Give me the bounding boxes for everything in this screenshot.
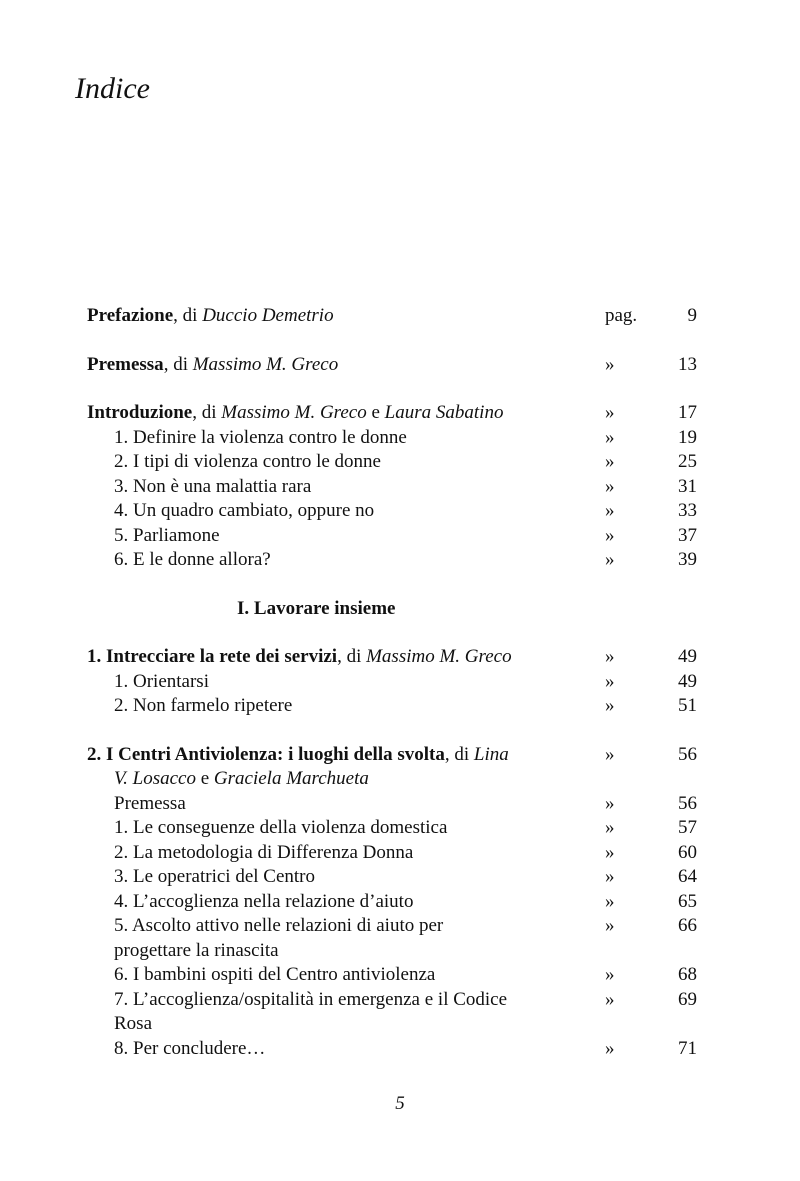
page-marker: » [605, 792, 615, 814]
toc-subentry [87, 450, 707, 475]
page-marker: » [605, 695, 615, 716]
page-number: 64 [678, 866, 697, 887]
page-number: 49 [678, 646, 697, 667]
page-marker: » [605, 866, 615, 887]
entry-title: 3. Non è una malattia rara [114, 475, 312, 497]
entry-title: 5. Ascolto attivo nelle relazioni di aiuto per [114, 915, 444, 936]
page-marker: » [605, 402, 615, 423]
page-number: 13 [678, 353, 697, 375]
page-number: 66 [678, 915, 697, 936]
page-marker: » [605, 964, 615, 985]
entry-title: 1. Intrecciare la rete dei servizi, di Massimo M. Greco [87, 646, 512, 667]
entry-title: Premessa, di Massimo M. Greco [87, 353, 339, 375]
toc-entry [87, 353, 707, 378]
page-number: 56 [678, 743, 697, 765]
toc-subentry [87, 694, 707, 719]
page-marker: » [605, 743, 615, 765]
page-number: 39 [678, 549, 697, 570]
page-marker: pag. [605, 305, 638, 326]
page-marker: » [605, 353, 615, 375]
page-marker: » [605, 500, 615, 521]
page-marker: » [605, 890, 615, 912]
entry-title: Premessa [114, 792, 186, 814]
page-number: 49 [678, 670, 697, 692]
entry-title: 2. Non farmelo ripetere [114, 695, 293, 716]
page-marker: » [605, 426, 615, 448]
entry-title: Introduzione, di Massimo M. Greco e Laura Sabatino [87, 402, 504, 423]
page-marker: » [605, 549, 615, 570]
page-number: 57 [678, 817, 697, 838]
toc-subentry [87, 963, 707, 988]
page-number: 33 [678, 500, 697, 521]
entry-title: Prefazione, di Duccio Demetrio [87, 305, 334, 326]
entry-title: 6. E le donne allora? [114, 549, 271, 570]
toc-entry [87, 304, 707, 329]
toc-subentry-continuation [87, 1012, 707, 1037]
entry-title: 8. Per concludere… [114, 1037, 266, 1059]
page-number: 37 [678, 524, 697, 546]
page-marker: » [605, 646, 615, 667]
entry-title: Rosa [114, 1013, 152, 1034]
toc-subentry [87, 1037, 707, 1062]
toc-entry-continuation [87, 767, 707, 792]
entry-title: 2. La metodologia di Differenza Donna [114, 841, 414, 863]
toc-entry [87, 743, 707, 768]
toc-subentry [87, 524, 707, 549]
toc-subentry [87, 426, 707, 451]
page-marker: » [605, 524, 615, 546]
page-number: 60 [678, 841, 697, 863]
page-marker: » [605, 451, 615, 472]
page-number: 31 [678, 475, 697, 497]
page-number: 65 [678, 890, 697, 912]
toc-entry [87, 645, 707, 670]
page-marker: » [605, 841, 615, 863]
entry-title: 1. Orientarsi [114, 670, 209, 692]
page-number: 69 [678, 988, 697, 1010]
toc-subentry [87, 475, 707, 500]
toc-subentry [87, 670, 707, 695]
toc-subentry-continuation [87, 939, 707, 964]
toc-subentry [87, 499, 707, 524]
page-marker: » [605, 475, 615, 497]
page-marker: » [605, 915, 615, 936]
toc-subentry [87, 816, 707, 841]
page-number: 19 [678, 426, 697, 448]
entry-title: 2. I tipi di violenza contro le donne [114, 451, 381, 472]
toc-entry [87, 401, 707, 426]
page-marker: » [605, 817, 615, 838]
page-marker: » [605, 988, 615, 1010]
entry-title: 4. L’accoglienza nella relazione d’aiuto [114, 890, 414, 912]
part-title: I. Lavorare insieme [237, 597, 396, 619]
entry-title: 1. Le conseguenze della violenza domestica [114, 817, 448, 838]
page-title: Indice [75, 72, 150, 105]
page-number: 68 [678, 964, 697, 985]
entry-title: 7. L’accoglienza/ospitalità in emergenza e il Codice [114, 988, 508, 1010]
page-marker: » [605, 1037, 615, 1059]
page-marker: » [605, 670, 615, 692]
toc-subentry [87, 890, 707, 915]
entry-title: 5. Parliamone [114, 524, 220, 546]
toc-subentry [87, 792, 707, 817]
entry-title: 6. I bambini ospiti del Centro antiviolenza [114, 964, 436, 985]
entry-title: 3. Le operatrici del Centro [114, 866, 316, 887]
entry-title: 2. I Centri Antiviolenza: i luoghi della svolta, di Lina [87, 743, 509, 765]
toc-subentry [87, 865, 707, 890]
page-number: 56 [678, 792, 697, 814]
part-heading [87, 597, 707, 622]
page-number: 25 [678, 451, 697, 472]
entry-title: progettare la rinascita [114, 939, 279, 961]
page-number: 71 [678, 1037, 697, 1059]
table-of-contents [87, 304, 707, 1061]
toc-subentry [87, 841, 707, 866]
entry-title: V. Losacco e Graciela Marchueta [114, 768, 369, 789]
page-number: 51 [678, 695, 697, 716]
toc-subentry [87, 914, 707, 939]
page-number: 9 [687, 305, 697, 326]
toc-subentry [87, 548, 707, 573]
page-number: 17 [678, 402, 697, 423]
entry-title: 1. Definire la violenza contro le donne [114, 426, 407, 448]
toc-subentry [87, 988, 707, 1013]
entry-title: 4. Un quadro cambiato, oppure no [114, 500, 375, 521]
page-folio: 5 [395, 1093, 405, 1114]
